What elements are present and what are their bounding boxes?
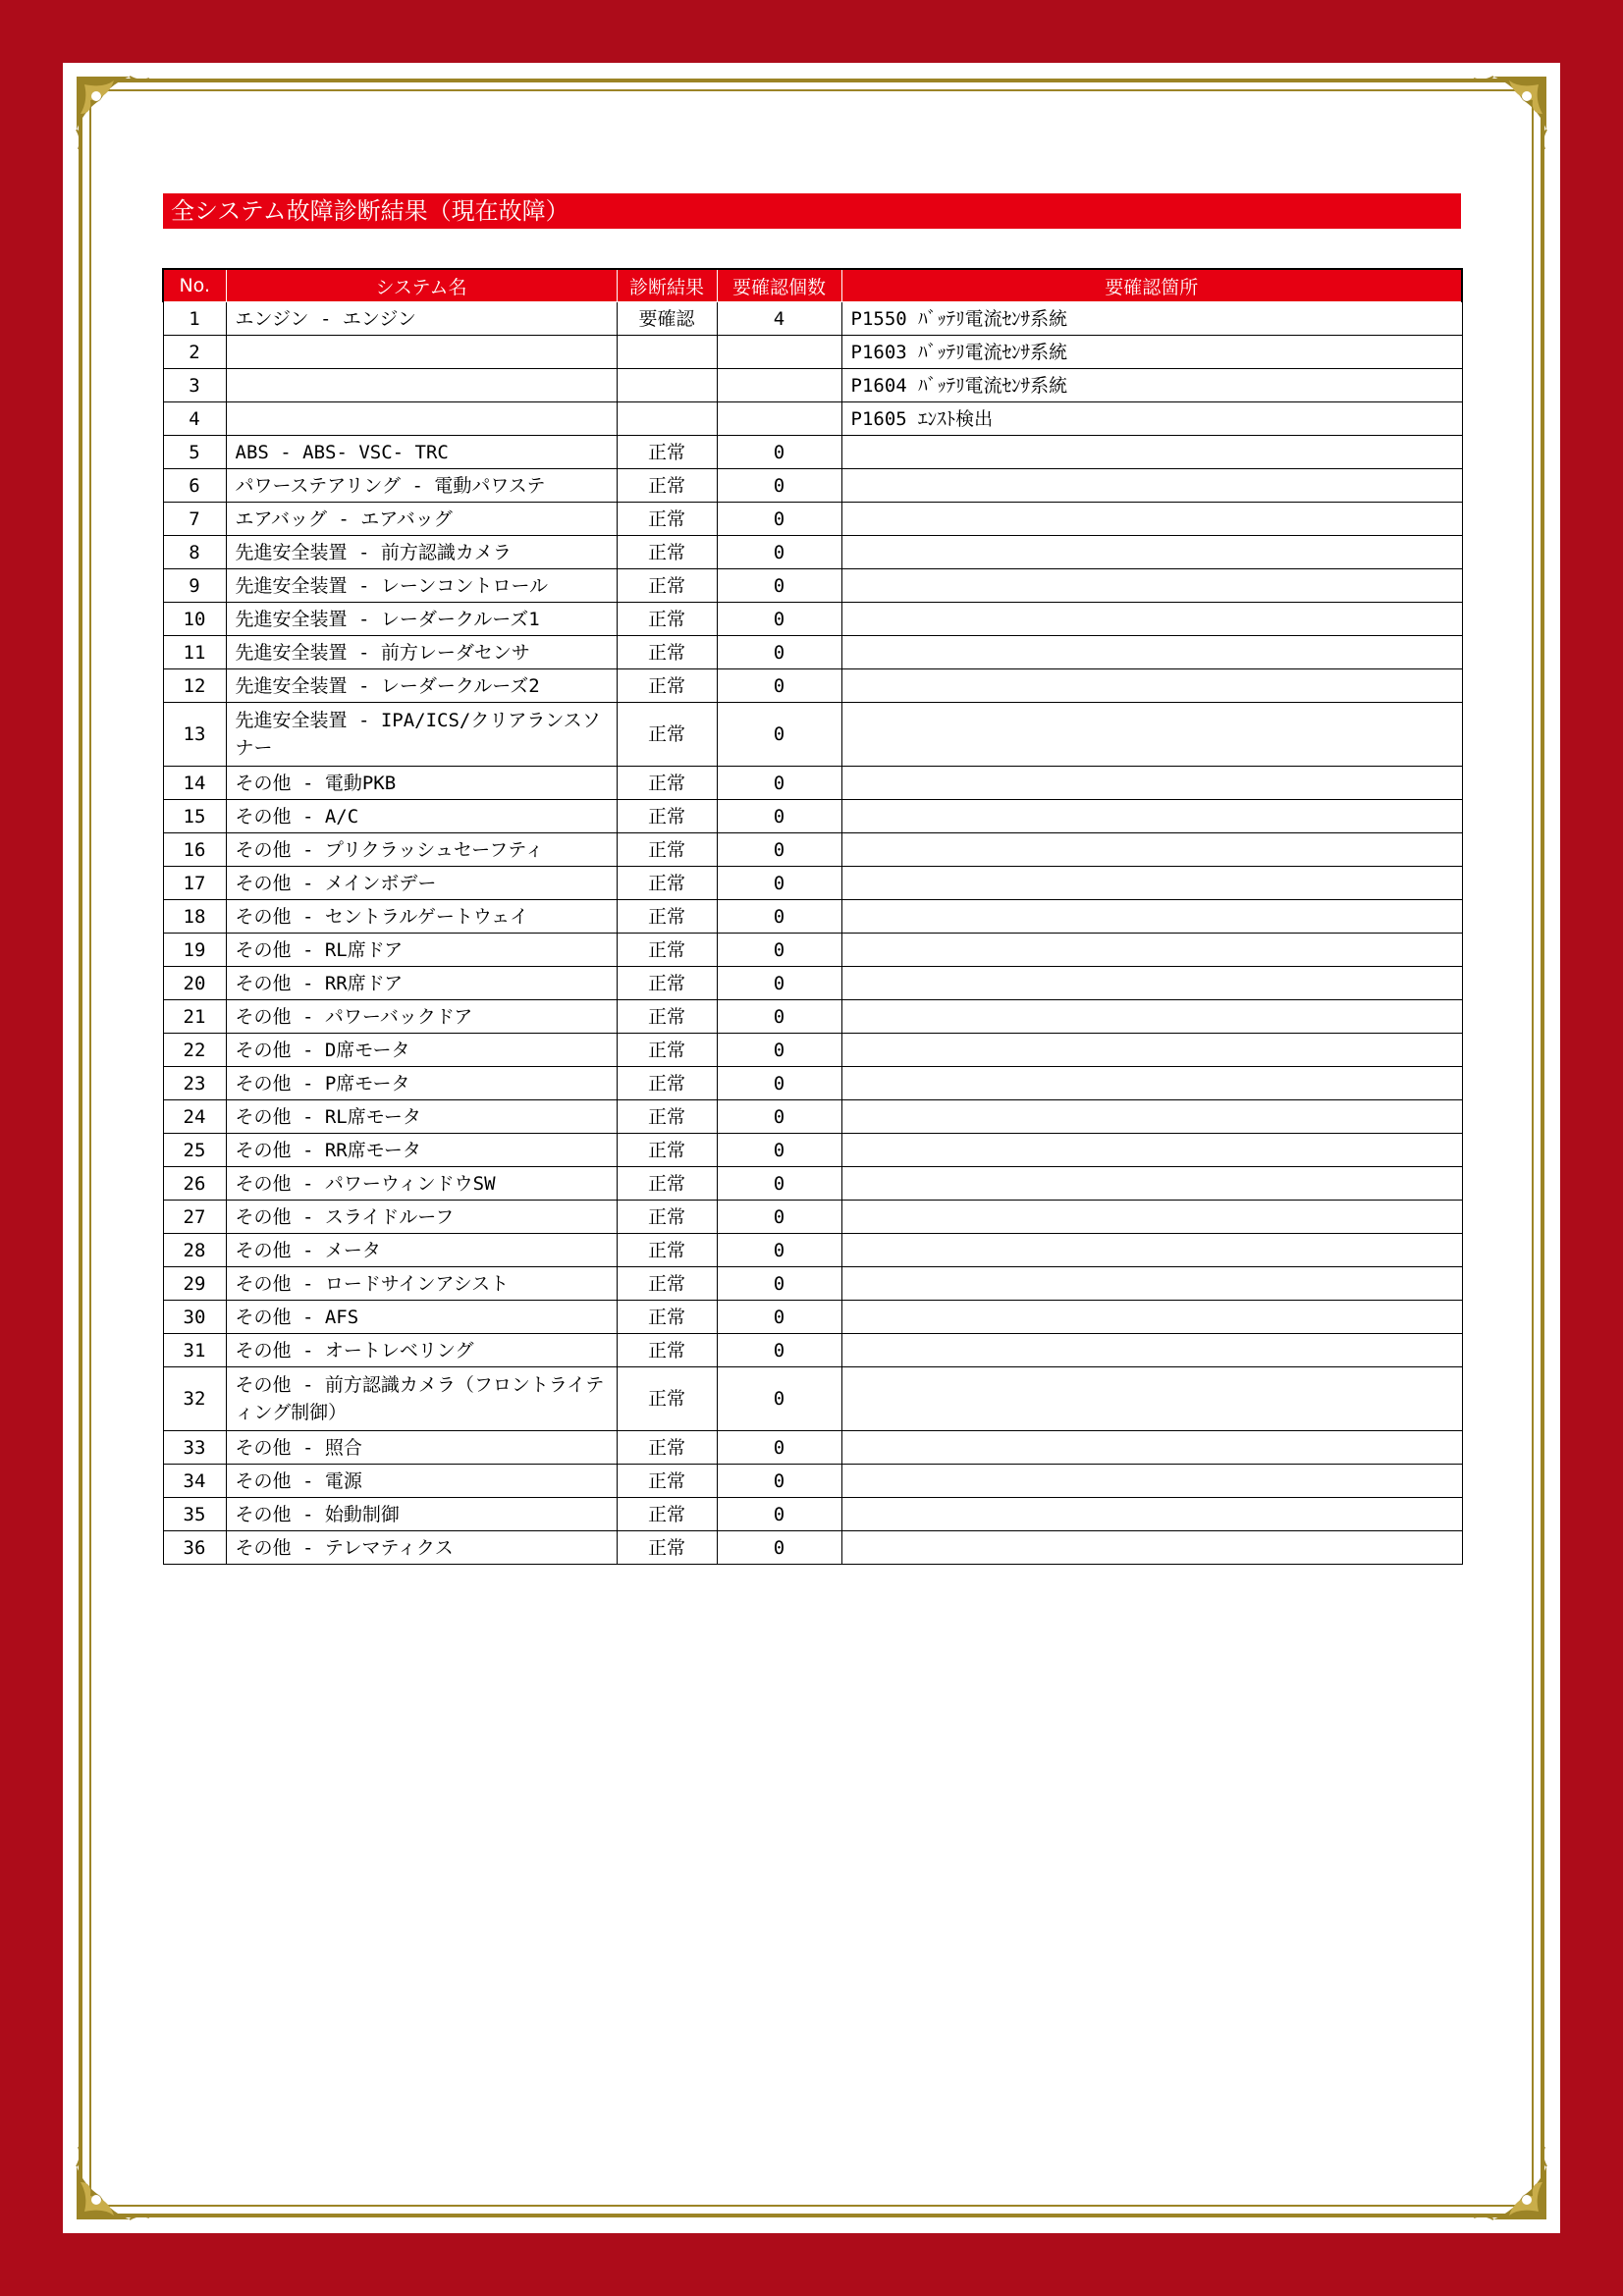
row-number-cell: 2	[163, 336, 226, 369]
check-location-cell	[841, 967, 1462, 1000]
system-name-cell: その他 - 始動制御	[226, 1498, 617, 1531]
diagnosis-result-cell: 正常	[617, 1201, 717, 1234]
table-row	[163, 636, 1462, 669]
row-number-cell: 19	[163, 934, 226, 967]
system-name-cell: その他 - オートレベリング	[226, 1334, 617, 1367]
table-row	[163, 1000, 1462, 1034]
row-number-cell: 32	[163, 1367, 226, 1431]
table-row	[163, 569, 1462, 603]
check-count-cell: 0	[717, 703, 841, 767]
table-row	[163, 503, 1462, 536]
check-count-cell: 0	[717, 934, 841, 967]
check-location-cell	[841, 900, 1462, 934]
row-number-cell: 27	[163, 1201, 226, 1234]
system-name-cell: パワーステアリング - 電動パワステ	[226, 469, 617, 503]
check-location-cell	[841, 934, 1462, 967]
check-count-cell	[717, 336, 841, 369]
column-header-system: システム名	[226, 269, 617, 302]
system-name-cell: 先進安全装置 - IPA/ICS/クリアランスソナー	[226, 703, 617, 767]
row-number-cell: 4	[163, 402, 226, 436]
check-location-cell	[841, 1267, 1462, 1301]
table-row	[163, 469, 1462, 503]
system-name-cell: 先進安全装置 - レーンコントロール	[226, 569, 617, 603]
check-count-cell: 0	[717, 1034, 841, 1067]
row-number-cell: 29	[163, 1267, 226, 1301]
row-number-cell: 21	[163, 1000, 226, 1034]
system-name-cell: その他 - P席モータ	[226, 1067, 617, 1100]
table-row	[163, 1134, 1462, 1167]
table-row	[163, 669, 1462, 703]
check-count-cell: 0	[717, 1267, 841, 1301]
corner-ornament-icon	[1464, 2137, 1552, 2225]
check-location-cell	[841, 1334, 1462, 1367]
check-count-cell	[717, 369, 841, 402]
system-name-cell	[226, 336, 617, 369]
check-count-cell: 0	[717, 536, 841, 569]
diagnosis-result-cell: 正常	[617, 1234, 717, 1267]
check-count-cell: 0	[717, 1000, 841, 1034]
check-count-cell: 0	[717, 669, 841, 703]
table-row	[163, 1531, 1462, 1565]
check-location-cell: P1604 ﾊﾞｯﾃﾘ電流ｾﾝｻ系統	[841, 369, 1462, 402]
row-number-cell: 11	[163, 636, 226, 669]
check-count-cell: 0	[717, 867, 841, 900]
check-location-cell	[841, 1234, 1462, 1267]
system-name-cell	[226, 369, 617, 402]
table-row	[163, 967, 1462, 1000]
diagnosis-table	[162, 268, 1463, 1565]
row-number-cell: 34	[163, 1465, 226, 1498]
system-name-cell: その他 - RL席ドア	[226, 934, 617, 967]
row-number-cell: 23	[163, 1067, 226, 1100]
diagnosis-result-cell: 正常	[617, 1100, 717, 1134]
table-row	[163, 1034, 1462, 1067]
diagnosis-result-cell: 正常	[617, 1167, 717, 1201]
table-row	[163, 1334, 1462, 1367]
check-count-cell: 0	[717, 1067, 841, 1100]
system-name-cell: その他 - AFS	[226, 1301, 617, 1334]
row-number-cell: 16	[163, 833, 226, 867]
table-row	[163, 867, 1462, 900]
check-location-cell	[841, 767, 1462, 800]
check-count-cell: 0	[717, 1134, 841, 1167]
check-location-cell	[841, 867, 1462, 900]
diagnosis-result-cell: 正常	[617, 636, 717, 669]
check-count-cell: 0	[717, 1431, 841, 1465]
diagnosis-result-cell: 正常	[617, 603, 717, 636]
row-number-cell: 22	[163, 1034, 226, 1067]
check-location-cell	[841, 1000, 1462, 1034]
check-location-cell	[841, 1100, 1462, 1134]
check-location-cell	[841, 569, 1462, 603]
check-count-cell: 0	[717, 1531, 841, 1565]
check-count-cell: 0	[717, 1201, 841, 1234]
check-count-cell: 0	[717, 1465, 841, 1498]
column-header-no: No.	[163, 269, 226, 302]
table-row	[163, 603, 1462, 636]
system-name-cell: その他 - 照合	[226, 1431, 617, 1465]
check-location-cell	[841, 833, 1462, 867]
diagnosis-result-cell: 正常	[617, 1531, 717, 1565]
diagnosis-result-cell: 正常	[617, 469, 717, 503]
check-location-cell: P1603 ﾊﾞｯﾃﾘ電流ｾﾝｻ系統	[841, 336, 1462, 369]
check-count-cell: 0	[717, 1301, 841, 1334]
corner-ornament-icon	[71, 2137, 159, 2225]
diagnosis-result-cell: 正常	[617, 1034, 717, 1067]
row-number-cell: 30	[163, 1301, 226, 1334]
diagnosis-result-cell: 正常	[617, 536, 717, 569]
check-count-cell: 0	[717, 1367, 841, 1431]
table-row	[163, 402, 1462, 436]
system-name-cell: その他 - テレマティクス	[226, 1531, 617, 1565]
table-row	[163, 1234, 1462, 1267]
system-name-cell: その他 - パワーウィンドウSW	[226, 1167, 617, 1201]
table-row	[163, 1431, 1462, 1465]
check-location-cell	[841, 1034, 1462, 1067]
system-name-cell: その他 - RR席モータ	[226, 1134, 617, 1167]
check-location-cell: P1605 ｴﾝｽﾄ検出	[841, 402, 1462, 436]
row-number-cell: 7	[163, 503, 226, 536]
check-count-cell: 0	[717, 767, 841, 800]
diagnosis-result-cell	[617, 402, 717, 436]
diagnosis-result-cell: 正常	[617, 569, 717, 603]
diagnosis-result-cell	[617, 369, 717, 402]
check-location-cell	[841, 1301, 1462, 1334]
check-location-cell	[841, 800, 1462, 833]
table-row	[163, 1267, 1462, 1301]
row-number-cell: 13	[163, 703, 226, 767]
row-number-cell: 33	[163, 1431, 226, 1465]
row-number-cell: 26	[163, 1167, 226, 1201]
check-location-cell	[841, 1167, 1462, 1201]
table-row	[163, 833, 1462, 867]
diagnosis-result-cell: 正常	[617, 867, 717, 900]
check-count-cell: 0	[717, 1100, 841, 1134]
check-location-cell	[841, 1201, 1462, 1234]
check-count-cell: 0	[717, 800, 841, 833]
check-location-cell	[841, 536, 1462, 569]
check-location-cell	[841, 1367, 1462, 1431]
diagnosis-result-cell: 正常	[617, 703, 717, 767]
row-number-cell: 15	[163, 800, 226, 833]
table-row	[163, 800, 1462, 833]
check-location-cell	[841, 469, 1462, 503]
row-number-cell: 12	[163, 669, 226, 703]
diagnosis-result-cell: 正常	[617, 1067, 717, 1100]
table-row	[163, 1465, 1462, 1498]
diagnosis-result-cell: 正常	[617, 833, 717, 867]
table-row	[163, 703, 1462, 767]
diagnosis-result-cell: 正常	[617, 669, 717, 703]
table-row	[163, 336, 1462, 369]
row-number-cell: 14	[163, 767, 226, 800]
table-row	[163, 1167, 1462, 1201]
check-location-cell	[841, 603, 1462, 636]
table-row	[163, 1367, 1462, 1431]
check-count-cell: 0	[717, 469, 841, 503]
check-count-cell: 0	[717, 1167, 841, 1201]
row-number-cell: 36	[163, 1531, 226, 1565]
row-number-cell: 24	[163, 1100, 226, 1134]
column-header-location: 要確認箇所	[841, 269, 1462, 302]
system-name-cell: その他 - プリクラッシュセーフティ	[226, 833, 617, 867]
table-row	[163, 1301, 1462, 1334]
system-name-cell: 先進安全装置 - レーダークルーズ2	[226, 669, 617, 703]
row-number-cell: 5	[163, 436, 226, 469]
diagnosis-result-cell: 正常	[617, 1000, 717, 1034]
system-name-cell: 先進安全装置 - 前方認識カメラ	[226, 536, 617, 569]
system-name-cell: その他 - RL席モータ	[226, 1100, 617, 1134]
column-header-result: 診断結果	[617, 269, 717, 302]
table-row	[163, 536, 1462, 569]
diagnosis-result-cell: 正常	[617, 967, 717, 1000]
system-name-cell: その他 - A/C	[226, 800, 617, 833]
diagnosis-result-cell	[617, 336, 717, 369]
check-count-cell: 0	[717, 636, 841, 669]
check-location-cell	[841, 1465, 1462, 1498]
check-count-cell: 0	[717, 833, 841, 867]
table-row	[163, 900, 1462, 934]
table-row	[163, 1498, 1462, 1531]
check-location-cell	[841, 1498, 1462, 1531]
diagnosis-result-cell: 正常	[617, 900, 717, 934]
system-name-cell: ABS - ABS- VSC- TRC	[226, 436, 617, 469]
table-row	[163, 934, 1462, 967]
diagnosis-result-cell: 要確認	[617, 302, 717, 336]
table-row	[163, 369, 1462, 402]
report-title: 全システム故障診断結果（現在故障）	[163, 193, 1461, 229]
system-name-cell: その他 - 前方認識カメラ（フロントライティング制御）	[226, 1367, 617, 1431]
row-number-cell: 18	[163, 900, 226, 934]
diagnosis-result-cell: 正常	[617, 1301, 717, 1334]
diagnosis-result-cell: 正常	[617, 1134, 717, 1167]
row-number-cell: 6	[163, 469, 226, 503]
row-number-cell: 8	[163, 536, 226, 569]
check-count-cell: 0	[717, 1498, 841, 1531]
table-header-row	[163, 269, 1462, 302]
check-count-cell: 0	[717, 436, 841, 469]
system-name-cell: エアバッグ - エアバッグ	[226, 503, 617, 536]
check-count-cell: 4	[717, 302, 841, 336]
row-number-cell: 31	[163, 1334, 226, 1367]
table-row	[163, 1100, 1462, 1134]
diagnosis-result-cell: 正常	[617, 1431, 717, 1465]
check-location-cell	[841, 1134, 1462, 1167]
check-count-cell	[717, 402, 841, 436]
diagnosis-result-cell: 正常	[617, 1267, 717, 1301]
check-location-cell	[841, 669, 1462, 703]
system-name-cell: その他 - D席モータ	[226, 1034, 617, 1067]
check-location-cell	[841, 636, 1462, 669]
check-location-cell	[841, 1531, 1462, 1565]
row-number-cell: 1	[163, 302, 226, 336]
system-name-cell: 先進安全装置 - 前方レーダセンサ	[226, 636, 617, 669]
row-number-cell: 9	[163, 569, 226, 603]
table-body	[163, 302, 1462, 1565]
diagnosis-result-cell: 正常	[617, 934, 717, 967]
diagnosis-result-cell: 正常	[617, 436, 717, 469]
table-row	[163, 1201, 1462, 1234]
row-number-cell: 35	[163, 1498, 226, 1531]
row-number-cell: 25	[163, 1134, 226, 1167]
diagnosis-result-cell: 正常	[617, 800, 717, 833]
system-name-cell: その他 - 電動PKB	[226, 767, 617, 800]
system-name-cell: その他 - セントラルゲートウェイ	[226, 900, 617, 934]
diagnosis-result-cell: 正常	[617, 767, 717, 800]
check-count-cell: 0	[717, 1334, 841, 1367]
row-number-cell: 10	[163, 603, 226, 636]
check-count-cell: 0	[717, 569, 841, 603]
check-location-cell	[841, 1067, 1462, 1100]
check-location-cell	[841, 1431, 1462, 1465]
check-count-cell: 0	[717, 603, 841, 636]
system-name-cell: その他 - パワーバックドア	[226, 1000, 617, 1034]
diagnosis-result-cell: 正常	[617, 1465, 717, 1498]
check-location-cell: P1550 ﾊﾞｯﾃﾘ電流ｾﾝｻ系統	[841, 302, 1462, 336]
system-name-cell: その他 - ロードサインアシスト	[226, 1267, 617, 1301]
corner-ornament-icon	[1464, 71, 1552, 159]
system-name-cell	[226, 402, 617, 436]
check-location-cell	[841, 436, 1462, 469]
system-name-cell: 先進安全装置 - レーダークルーズ1	[226, 603, 617, 636]
check-location-cell	[841, 503, 1462, 536]
system-name-cell: その他 - メータ	[226, 1234, 617, 1267]
system-name-cell: その他 - 電源	[226, 1465, 617, 1498]
table-row	[163, 302, 1462, 336]
row-number-cell: 20	[163, 967, 226, 1000]
check-count-cell: 0	[717, 967, 841, 1000]
table-row	[163, 767, 1462, 800]
diagnosis-result-cell: 正常	[617, 1367, 717, 1431]
row-number-cell: 3	[163, 369, 226, 402]
row-number-cell: 17	[163, 867, 226, 900]
system-name-cell: その他 - スライドルーフ	[226, 1201, 617, 1234]
check-count-cell: 0	[717, 503, 841, 536]
column-header-count: 要確認個数	[717, 269, 841, 302]
diagnosis-result-cell: 正常	[617, 1498, 717, 1531]
check-count-cell: 0	[717, 900, 841, 934]
diagnosis-result-cell: 正常	[617, 503, 717, 536]
system-name-cell: その他 - RR席ドア	[226, 967, 617, 1000]
corner-ornament-icon	[71, 71, 159, 159]
diagnosis-result-cell: 正常	[617, 1334, 717, 1367]
table-row	[163, 436, 1462, 469]
system-name-cell: その他 - メインボデー	[226, 867, 617, 900]
table-row	[163, 1067, 1462, 1100]
system-name-cell: エンジン - エンジン	[226, 302, 617, 336]
row-number-cell: 28	[163, 1234, 226, 1267]
check-count-cell: 0	[717, 1234, 841, 1267]
check-location-cell	[841, 703, 1462, 767]
